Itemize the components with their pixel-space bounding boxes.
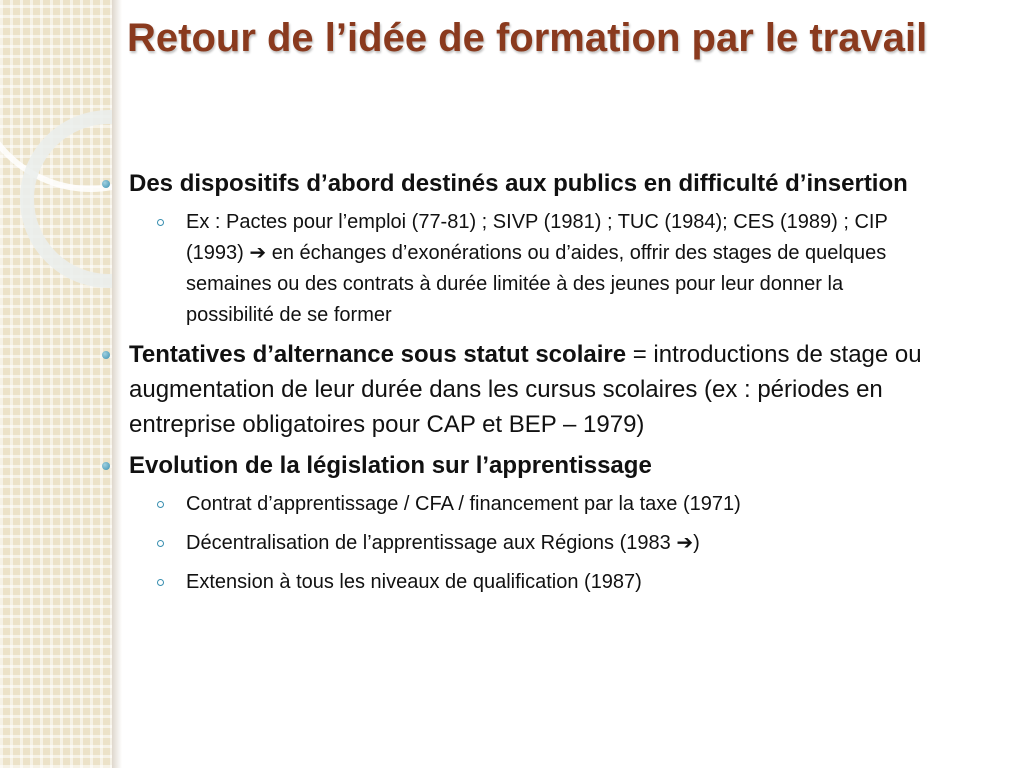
sub-bullet-text: ) <box>693 532 700 554</box>
bullet-text: = introductions de stage ou augmentation de leur durée dans les cursus scolaires (ex : périodes en entreprise obligatoires pour CAP et BEP – 1979) <box>129 341 922 438</box>
bullet-bold-text: Evolution de la législation sur l’apprentissage <box>129 452 652 479</box>
sub-bullet-item <box>129 528 932 559</box>
bullet-bold-text: Tentatives d’alternance sous statut scolaire <box>129 341 627 368</box>
sub-bullet-text: Extension à tous les niveaux de qualification (1987) <box>186 571 642 593</box>
bullet-icon <box>102 351 110 359</box>
bullet-item <box>102 448 932 598</box>
sub-bullet-text: en échanges d’exonérations ou d’aides, offrir des stages de quelques semaines ou des contrats à durée limitée à des jeunes pour leur donner la possibilité de se former <box>186 242 887 326</box>
sub-bullet-list <box>129 207 932 331</box>
sub-bullet-icon <box>157 219 164 226</box>
sub-bullet-icon <box>157 501 164 508</box>
bullet-icon <box>102 462 110 470</box>
sub-bullet-list <box>129 489 932 598</box>
sub-bullet-text: Ex : Pactes pour l’emploi (77-81) ; SIVP (1981) ; TUC (1984); CES (1989) ; CIP (1993) <box>186 211 888 264</box>
arrow-icon: ➔ <box>676 532 694 554</box>
sub-bullet-item <box>129 207 932 331</box>
bullet-item <box>102 166 932 331</box>
arrow-icon: ➔ <box>249 242 267 264</box>
sub-bullet-item <box>129 489 932 520</box>
sub-bullet-icon <box>157 579 164 586</box>
sub-bullet-text: Contrat d’apprentissage / CFA / financement par la taxe (1971) <box>186 493 741 515</box>
decorative-sidebar <box>0 0 112 768</box>
bullet-list <box>102 166 932 598</box>
sub-bullet-text: Décentralisation de l’apprentissage aux Régions (1983 <box>186 532 677 554</box>
bullet-item <box>102 337 932 442</box>
sub-bullet-icon <box>157 540 164 547</box>
bullet-bold-text: Des dispositifs d’abord destinés aux publics en difficulté d’insertion <box>129 170 908 197</box>
sub-bullet-item <box>129 567 932 598</box>
slide-content <box>102 166 932 600</box>
bullet-icon <box>102 180 110 188</box>
slide-title: Retour de l’idée de formation par le travail <box>127 16 928 60</box>
